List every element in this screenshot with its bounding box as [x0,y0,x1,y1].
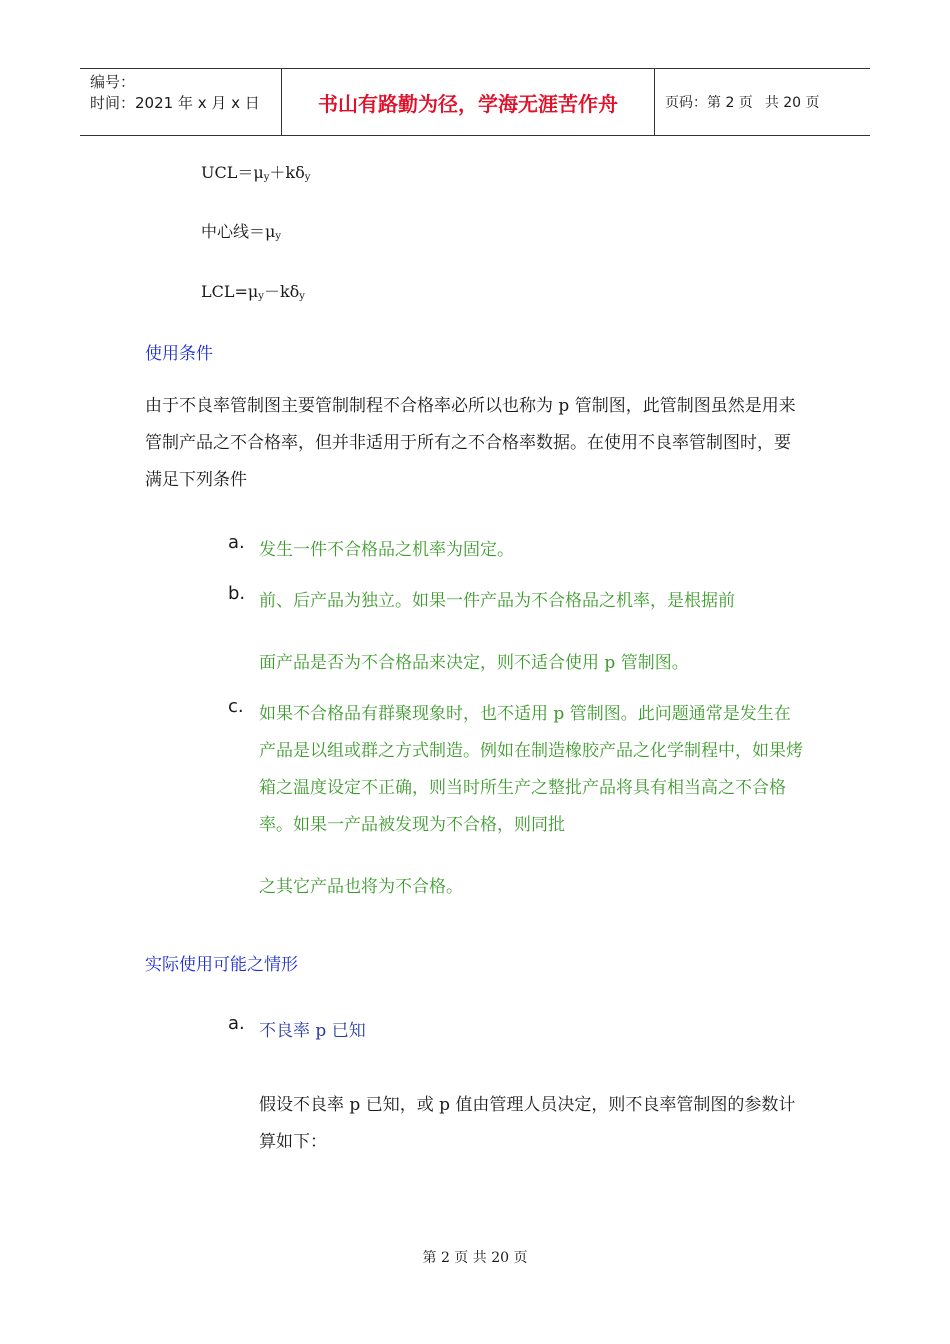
lcl-formula [201,279,305,302]
list-marker: b. [228,583,246,604]
ucl-sub1: y [263,172,270,183]
page-footer: 第 2 页 共 20 页 [422,1250,528,1266]
ucl-formula [201,160,310,183]
page-label: 页码：第 2 页 [665,95,753,111]
date-label: 时间：2021 年 x 月 x 日 [90,94,260,112]
lcl-main: LCL=μ [201,282,259,301]
ucl-main: UCL＝μ [201,163,264,182]
total-label: 共 20 页 [764,95,820,111]
list-item-text: 发生一件不合格品之机率为固定。 [259,540,514,560]
header-meta [80,69,282,135]
list-item-text: 前、后产品为独立。如果一件产品为不合格品之机率，是根据前 [259,591,735,611]
list-marker: a. [228,1013,245,1034]
number-label: 编号： [90,73,136,91]
ucl-sub2: y [304,172,311,183]
list-item-text-cont: 之其它产品也将为不合格。 [259,877,463,897]
center-formula [201,219,281,242]
header-motto: 书山有路勤为径，学海无涯苦作舟 [282,69,655,135]
lcl-sub1: y [258,291,264,302]
ucl-mid: ＋kδ [269,163,305,182]
list-item-text: 如果不合格品有群聚现象时，也不适用 p 管制图。此问题通常是发生在产品是以组或群之方式制造。例如在制造橡胶产品之化学制程中，如果烤箱之温度设定不正确，则当时所生产之整批产品将具有相当高之不合格率。如果一产品被发现为不合格，则同批 [259,704,803,835]
section-heading-situations: 实际使用可能之情形 [145,955,298,975]
list-marker: a. [228,532,245,553]
list-marker: c. [228,696,244,717]
lcl-sub2: y [299,291,305,302]
situation-paragraph: 假设不良率 p 已知，或 p 值由管理人员决定，则不良率管制图的参数计算如下： [259,1095,796,1152]
center-main: 中心线＝μ [201,222,276,241]
header-page-info [655,69,870,135]
section-heading-conditions: 使用条件 [145,344,213,364]
list-item-text-cont: 面产品是否为不合格品来决定，则不适合使用 p 管制图。 [259,653,689,673]
page-header [80,68,870,136]
center-sub: y [275,231,282,242]
conditions-paragraph: 由于不良率管制图主要管制制程不合格率必所以也称为 p 管制图，此管制图虽然是用来管制产品之不合格率，但并非适用于所有之不合格率数据。在使用不良率管制图时，要满足下列条件 [145,396,796,490]
list-item-text: 不良率 p 已知 [259,1021,366,1041]
lcl-mid: －kδ [263,282,300,301]
